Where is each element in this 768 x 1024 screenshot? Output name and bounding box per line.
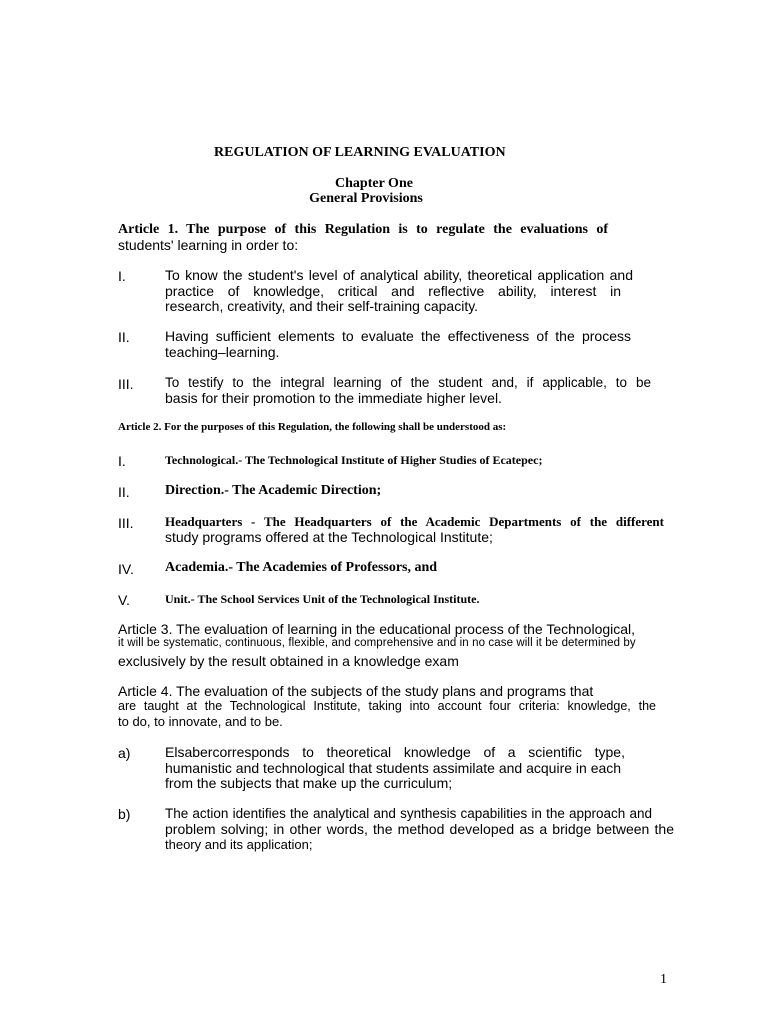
- list-item-text: basis for their promotion to the immediate higher level.: [165, 390, 502, 406]
- list-number: II.: [118, 329, 130, 345]
- list-item-text: The action identifies the analytical and synthesis capabilities in the approach and: [165, 806, 652, 821]
- document-title: REGULATION OF LEARNING EVALUATION: [214, 145, 506, 160]
- list-item-text: To know the student's level of analytical ability, theoretical application and: [165, 267, 633, 283]
- list-number: III.: [118, 376, 134, 392]
- list-number: I.: [118, 268, 126, 284]
- list-number: I.: [118, 453, 126, 469]
- article-4-line-1: Article 4. The evaluation of the subjects of the study plans and programs that: [118, 683, 594, 699]
- list-item-text: To testify to the integral learning of the student and, if applicable, to be: [165, 375, 651, 390]
- article-2-heading: Article 2. For the purposes of this Regulation, the following shall be understood as:: [118, 421, 507, 433]
- chapter-subtitle: General Provisions: [309, 191, 423, 206]
- definition-headquarters: Headquarters - The Headquarters of the Academic Departments of the different: [165, 514, 664, 529]
- definition-academia: Academia.- The Academies of Professors, and: [165, 560, 438, 575]
- list-item-text: problem solving; in other words, the method developed as a bridge between the: [165, 821, 674, 837]
- article-1-heading: Article 1. The purpose of this Regulation is to regulate the evaluations of: [118, 222, 608, 237]
- article-3-line-3: exclusively by the result obtained in a knowledge exam: [118, 653, 459, 669]
- article-4-line-3: to do, to innovate, and to be.: [118, 714, 283, 729]
- list-number: V.: [118, 592, 130, 608]
- article-3-line-1: Article 3. The evaluation of learning in the educational process of the Technological,: [118, 621, 636, 637]
- definition-headquarters-cont: study programs offered at the Technological Institute;: [165, 529, 493, 545]
- list-item-text: teaching–learning.: [165, 344, 280, 360]
- list-item-text: Having sufficient elements to evaluate the effectiveness of the process: [165, 328, 631, 344]
- page-number: 1: [660, 972, 667, 987]
- list-number: IV.: [118, 561, 134, 577]
- list-number: a): [118, 745, 131, 761]
- list-number: II.: [118, 484, 130, 500]
- article-4-line-2: are taught at the Technological Institute, taking into account four criteria: knowledge, the: [118, 699, 656, 713]
- list-item-text: theory and its application;: [165, 837, 313, 852]
- article-3-line-2: it will be systematic, continuous, flexible, and comprehensive and in no case will it be determined by: [118, 637, 636, 649]
- list-item-text: research, creativity, and their self-training capacity.: [165, 298, 479, 314]
- list-number: III.: [118, 515, 134, 531]
- list-number: b): [118, 806, 131, 822]
- list-item-text: humanistic and technological that students assimilate and acquire in each: [165, 760, 622, 776]
- definition-unit: Unit.- The School Services Unit of the Technological Institute.: [165, 592, 480, 606]
- list-item-text: Elsabercorresponds to theoretical knowledge of a scientific type,: [165, 744, 625, 760]
- list-item-text: practice of knowledge, critical and reflective ability, interest in: [165, 283, 621, 299]
- list-item-text: from the subjects that make up the curriculum;: [165, 775, 453, 791]
- chapter-heading: Chapter One: [335, 176, 413, 191]
- article-1-intro: students' learning in order to:: [118, 237, 299, 253]
- definition-direction: Direction.- The Academic Direction;: [165, 483, 382, 498]
- definition-technological: Technological.- The Technological Institute of Higher Studies of Ecatepec;: [165, 453, 543, 467]
